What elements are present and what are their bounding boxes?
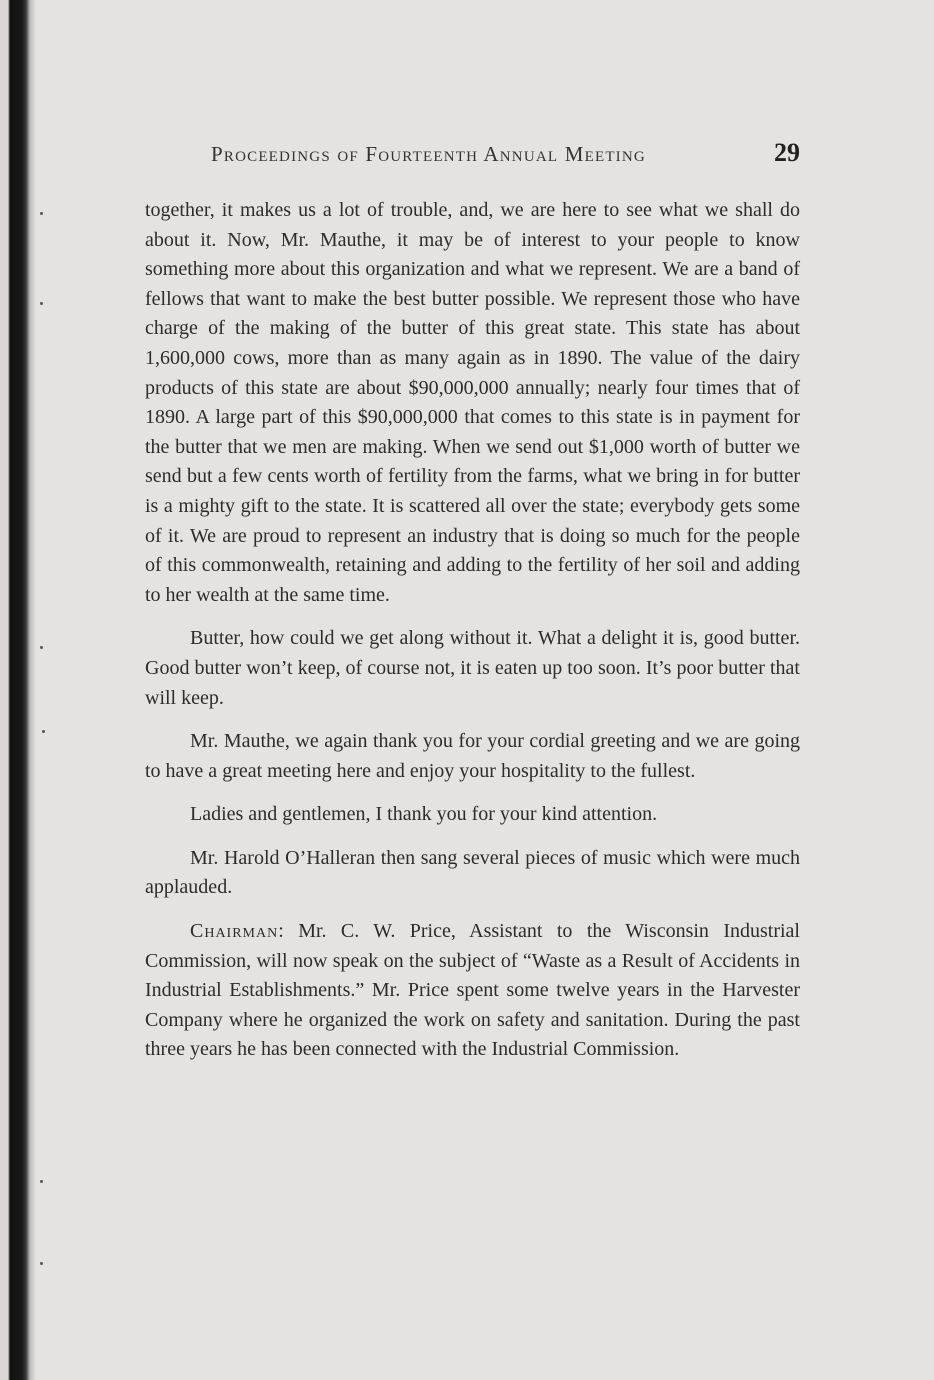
paragraph-6 (145, 917, 800, 1065)
speaker-label: Chairman (190, 920, 279, 943)
body-text (145, 196, 800, 1065)
margin-speck (40, 212, 43, 215)
paragraph-6-text: : Mr. C. W. Price, Assistant to the Wisconsin Industrial Commission, will now speak on the subject of “Waste as a Result of Accidents in Industrial Establishments.” Mr. Price spent some twelve years in the Harvester Company where he organized the work on safety and sanitation. During the past three years he has been connected with the Industrial Commission. (145, 920, 800, 1061)
margin-speck (40, 1262, 43, 1265)
running-title: Proceedings of Fourteenth Annual Meeting (211, 142, 646, 166)
margin-speck (40, 302, 43, 305)
margin-speck (40, 646, 43, 649)
paragraph-2: Butter, how could we get along without it. What a delight it is, good butter. Good butter won’t keep, of course not, it is eaten up too soon. It’s poor butter that will keep. (145, 627, 800, 709)
page-number: 29 (774, 138, 800, 167)
running-head (145, 138, 800, 170)
paragraph-4: Ladies and gentlemen, I thank you for your kind attention. (190, 803, 658, 826)
paragraph-1: together, it makes us a lot of trouble, and, we are here to see what we shall do about it. Now, Mr. Mauthe, it may be of interest to your people to know something more about this organization and what we represent. We are a band of fellows that want to make the best butter possible. We represent those who have charge of the making of the butter of this great state. This state has about 1,600,000 cows, more than as many again as in 1890. The value of the dairy products of this state are about $90,000,000 annually; nearly four times that of 1890. A large part of this $90,000,000 that comes to this state is in payment for the butter that we men are making. When we send out $1,000 worth of butter we send but a few cents worth of fertility from the farms, what we bring in for butter is a mighty gift to the state. It is scattered all over the state; everybody gets some of it. We are proud to represent an industry that is doing so much for the people of this commonwealth, retaining and adding to the fertility of her soil and adding to her wealth at the same time. (145, 199, 800, 606)
paragraph-3: Mr. Mauthe, we again thank you for your cordial greeting and we are going to have a great meeting here and enjoy your hospitality to the fullest. (145, 730, 800, 782)
margin-speck (40, 1180, 43, 1183)
paragraph-5: Mr. Harold O’Halleran then sang several pieces of music which were much applauded. (145, 846, 800, 899)
margin-speck (42, 730, 45, 733)
page-edge-shadow (0, 0, 36, 1380)
